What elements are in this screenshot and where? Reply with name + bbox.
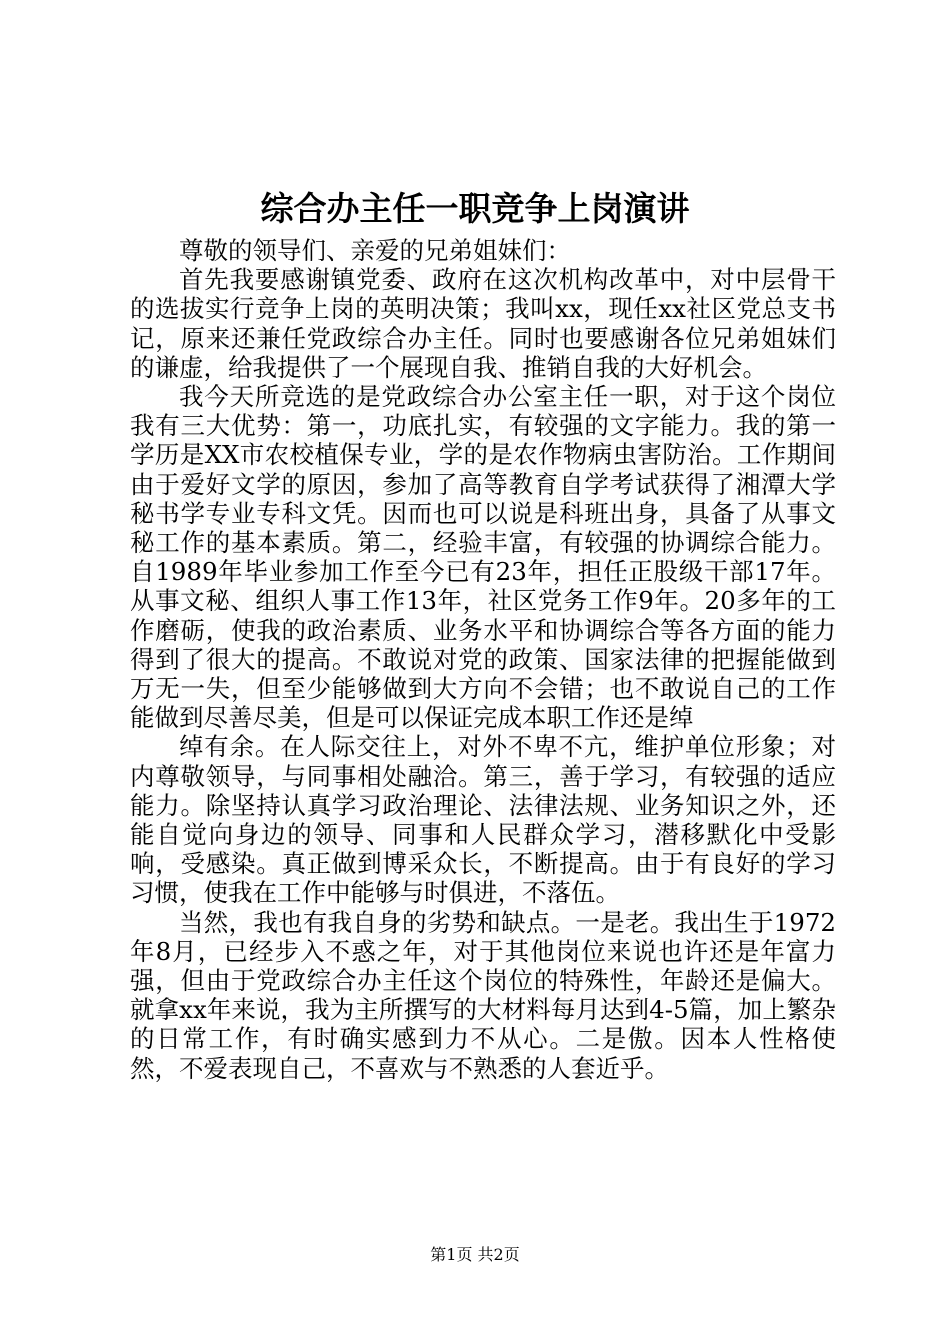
document-body — [130, 236, 836, 1083]
paragraph-advantages-continued: 绰有余。在人际交往上，对外不卑不亢，维护单位形象；对内尊敬领导，与同事相处融洽。第三，善于学习，有较强的适应能力。除坚持认真学习政治理论、法律法规、业务知识之外，还能自觉向身边的领导、同事和人民群众学习，潜移默化中受影响，受感染。真正做到博采众长，不断提高。由于有良好的学习习惯，使我在工作中能够与时俱进，不落伍。 — [130, 732, 836, 908]
document-title: 综合办主任一职竞争上岗演讲 — [260, 189, 690, 228]
paragraph-greeting: 尊敬的领导们、亲爱的兄弟姐妹们： — [179, 236, 571, 265]
paragraph-advantages: 我今天所竞选的是党政综合办公室主任一职，对于这个岗位我有三大优势：第一，功底扎实，有较强的文字能力。我的第一学历是XX市农校植保专业，学的是农作物病虫害防治。工作期间由于爱好文学的原因，参加了高等教育自学考试获得了湘潭大学秘书学专业专科文凭。因而也可以说是科班出身，具备了从事文秘工作的基本素质。第二，经验丰富，有较强的协调综合能力。自1989年毕业参加工作至今已有23年，担任正股级干部17年。从事文秘、组织人事工作13年，社区党务工作9年。20多年的工作磨砺，使我的政治素质、业务水平和协调综合等各方面的能力得到了很大的提高。不敢说对党的政策、国家法律的把握能做到万无一失，但至少能够做到大方向不会错；也不敢说自己的工作能做到尽善尽美，但是可以保证完成本职工作还是绰 — [130, 382, 836, 733]
page-number-footer: 第1页 共2页 — [430, 1245, 520, 1264]
paragraph-disadvantages: 当然，我也有我自身的劣势和缺点。一是老。我出生于1972年8月，已经步入不惑之年，对于其他岗位来说也许还是年富力强，但由于党政综合办主任这个岗位的特殊性，年龄还是偏大。就拿xx年来说，我为主所撰写的大材料每月达到4-5篇，加上繁杂的日常工作，有时确实感到力不从心。二是傲。因本人性格使然，不爱表现自己，不喜欢与不熟悉的人套近乎。 — [130, 907, 836, 1083]
paragraph-introduction: 首先我要感谢镇党委、政府在这次机构改革中，对中层骨干的选拔实行竞争上岗的英明决策；我叫xx，现任xx社区党总支书记，原来还兼任党政综合办主任。同时也要感谢各位兄弟姐妹们的谦虚，给我提供了一个展现自我、推销自我的大好机会。 — [130, 265, 836, 382]
